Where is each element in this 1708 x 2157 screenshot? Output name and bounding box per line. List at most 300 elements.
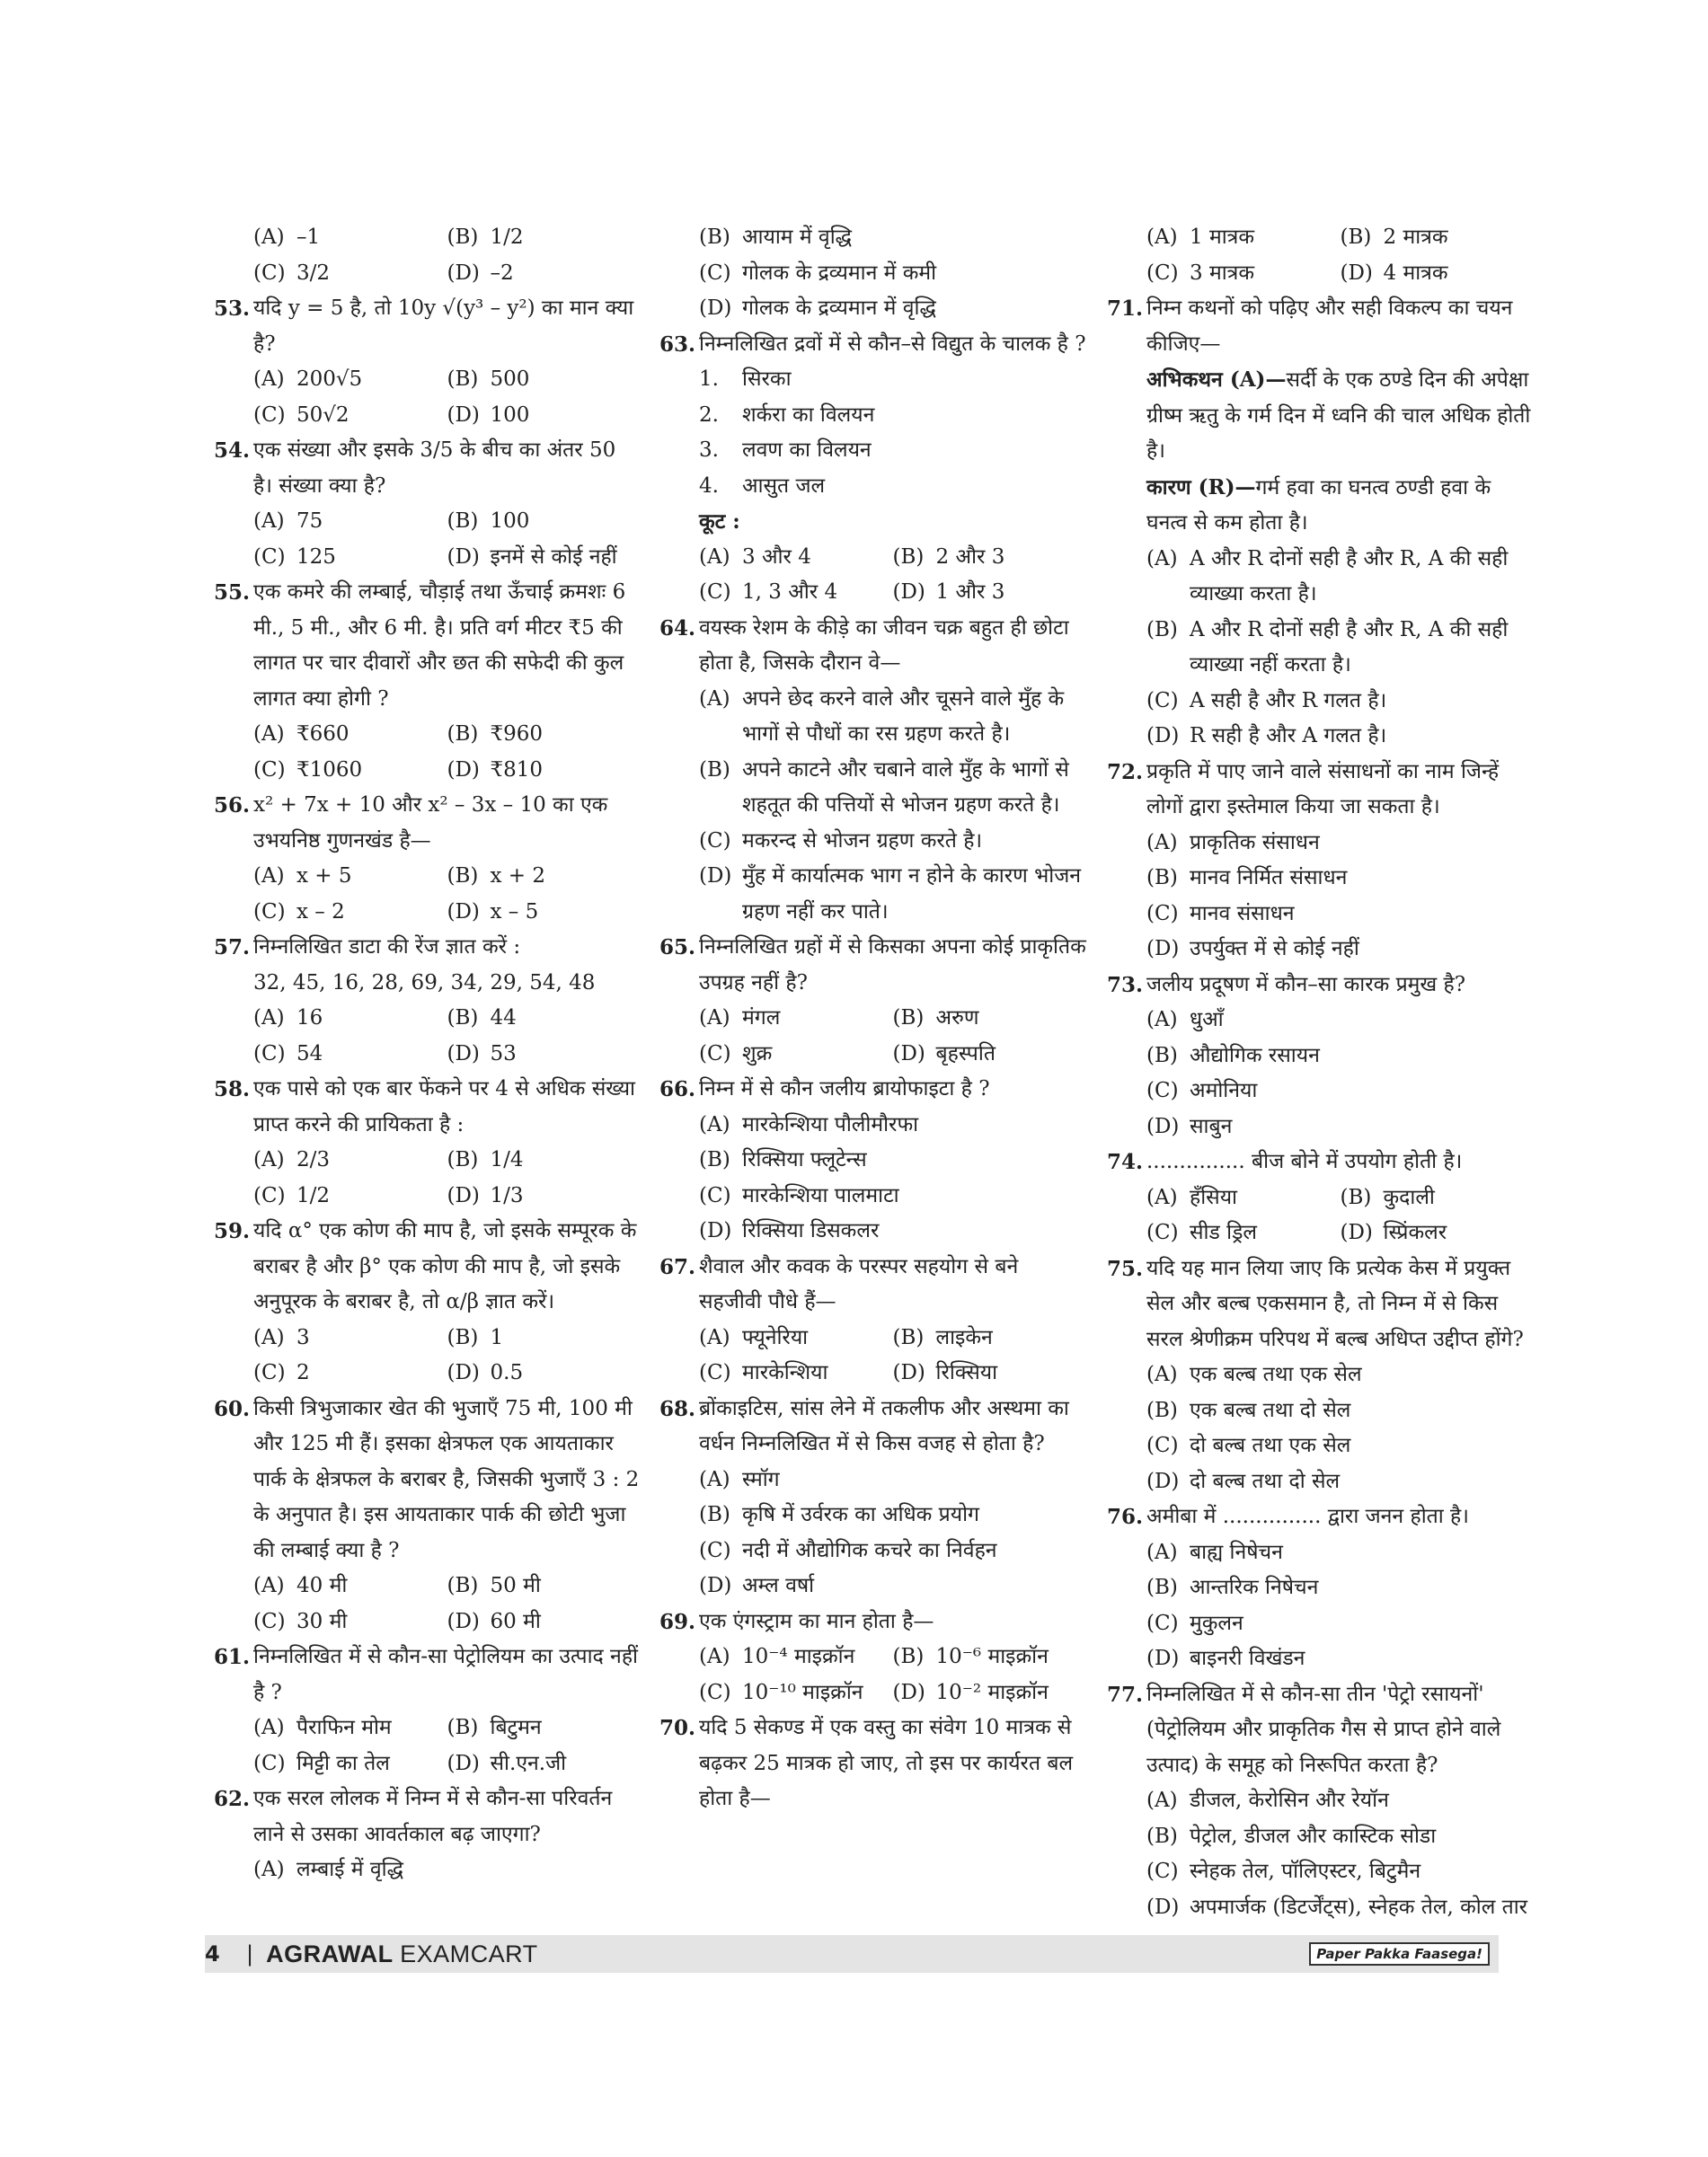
option-item	[447, 1037, 642, 1073]
option-list	[659, 1640, 1086, 1711]
option-label: (D)	[1146, 1895, 1180, 1919]
question	[659, 1072, 1086, 1108]
option-item	[893, 540, 1087, 576]
column-3	[1107, 220, 1534, 1925]
option-list	[214, 859, 641, 930]
question	[214, 1392, 641, 1569]
question-number: 61.	[214, 1645, 251, 1669]
option-item	[1146, 932, 1534, 968]
option-label: (A)	[699, 1112, 730, 1136]
option-list	[1107, 542, 1534, 755]
option-text: स्मॉग	[742, 1467, 780, 1491]
option-item	[447, 1604, 642, 1640]
question-text: निम्नलिखित में से कौन-सा तीन 'पेट्रो रसायनों' (पेट्रोलियम और प्राकृतिक गैस से प्राप्त होने वाले उत्पाद) के समूह को निरूपित करता है?	[1146, 1682, 1501, 1777]
option-text: आन्तरिक निषेचन	[1190, 1576, 1319, 1599]
option-item	[447, 398, 642, 434]
option-label: (D)	[1146, 724, 1180, 747]
option-label: (B)	[892, 544, 925, 569]
option-label: (D)	[447, 1183, 480, 1207]
option-item	[1146, 1783, 1534, 1819]
option-text: पैराफिन मोम	[296, 1716, 392, 1739]
option-text: शर्करा का विलयन	[742, 402, 875, 427]
option-label: (A)	[1146, 1789, 1178, 1812]
option-label: (D)	[447, 899, 480, 924]
page-footer	[205, 1935, 1499, 1973]
question-number: 65.	[659, 935, 696, 959]
option-label: (B)	[447, 1716, 479, 1739]
option-item	[1146, 1535, 1534, 1571]
question	[659, 611, 1086, 682]
option-text: मानव निर्मित संसाधन	[1190, 866, 1348, 889]
option-label: (D)	[447, 1041, 480, 1065]
data-line: 32, 45, 16, 28, 69, 34, 29, 54, 48	[253, 970, 596, 995]
option-text: बृहस्पति	[935, 1041, 996, 1065]
option-list	[1107, 1180, 1534, 1251]
option-text: गोलक के द्रव्यमान में वृद्धि	[742, 296, 936, 320]
option-item	[447, 1746, 642, 1782]
option-text: x + 2	[490, 864, 545, 888]
statement-text: गर्म हवा का घनत्व ठण्डी हवा के घनत्व से कम होता है।	[1146, 475, 1491, 535]
option-text: लाइकेन	[935, 1325, 993, 1349]
question-text: यदि 5 सेकण्ड में एक वस्तु का संवेग 10 मात्रक से बढ़कर 25 मात्रक हो जाए, तो इस पर कार्यरत बल होता है—	[699, 1716, 1074, 1810]
option-label: (B)	[1340, 225, 1372, 249]
option-text: हँसिया	[1190, 1185, 1238, 1209]
option-item	[699, 575, 893, 611]
option-label: (B)	[892, 1325, 925, 1349]
option-label: (A)	[699, 686, 730, 711]
option-item	[699, 682, 1086, 753]
option-list	[214, 504, 641, 575]
option-text: 44	[490, 1006, 517, 1030]
question-number: 70.	[659, 1716, 696, 1740]
option-label: (D)	[699, 1219, 732, 1242]
option-text: 60 मी	[490, 1609, 541, 1633]
option-text: 2/3	[296, 1148, 331, 1171]
option-text: मारकेन्शिया पौलीमौरफा	[742, 1112, 919, 1136]
option-item	[253, 504, 447, 540]
option-label: (C)	[699, 1361, 731, 1384]
option-label: (D)	[447, 402, 480, 427]
option-text: ₹1060	[296, 757, 363, 782]
question-text: निम्नलिखित में से कौन-सा पेट्रोलियम का उत्पाद नहीं है ?	[253, 1645, 638, 1704]
question	[214, 575, 641, 717]
option-item	[447, 895, 642, 931]
question-number: 72.	[1107, 759, 1144, 784]
option-item	[699, 1463, 1086, 1498]
option-label: (B)	[699, 225, 730, 249]
option-text: 1/2	[490, 225, 524, 249]
option-text: A और R दोनों सही है और R, A की सही व्याख्या नहीं करता है।	[1190, 617, 1509, 676]
option-item	[1341, 220, 1535, 256]
option-item	[1146, 1039, 1534, 1074]
option-text: 30 मी	[296, 1609, 348, 1633]
option-item	[1146, 1003, 1534, 1039]
question	[1107, 1499, 1534, 1535]
option-item	[447, 1321, 642, 1357]
option-label: 1.	[699, 367, 719, 391]
option-label: (D)	[1146, 1647, 1180, 1670]
option-text: लवण का विलयन	[742, 438, 872, 462]
option-item	[699, 1321, 893, 1357]
option-item	[253, 717, 447, 753]
question	[659, 1711, 1086, 1817]
option-item	[253, 1179, 447, 1215]
option-text: 200√5	[296, 367, 363, 391]
option-label: (D)	[892, 1680, 925, 1704]
option-item	[893, 1321, 1087, 1357]
option-label: (A)	[1146, 546, 1178, 570]
option-label: (A)	[1146, 1185, 1178, 1209]
question	[214, 1781, 641, 1852]
option-item	[447, 220, 642, 256]
option-item	[1341, 1180, 1535, 1216]
question	[659, 327, 1086, 363]
option-item	[1146, 1393, 1534, 1429]
option-text: 3	[296, 1325, 310, 1349]
question	[659, 1250, 1086, 1321]
option-label: 4.	[699, 473, 719, 498]
option-item	[699, 433, 1086, 469]
option-text: 3 और 4	[742, 544, 811, 569]
option-item	[699, 1498, 1086, 1534]
option-item	[253, 895, 447, 931]
question-number: 64.	[659, 615, 696, 641]
option-text: सी.एन.जी	[490, 1751, 567, 1775]
option-label: (B)	[447, 1006, 479, 1030]
option-item	[893, 1037, 1087, 1073]
option-text: 1 और 3	[935, 580, 1005, 604]
option-text: x – 2	[296, 899, 345, 924]
option-text: डीजल, केरोसिन और रेयॉन	[1190, 1789, 1389, 1812]
option-item	[253, 398, 447, 434]
option-text: मकरन्द से भोजन ग्रहण करते है।	[742, 828, 983, 853]
option-label: (C)	[699, 580, 731, 604]
option-text: दो बल्ब तथा एक सेल	[1190, 1434, 1351, 1457]
question-text: एक पासे को एक बार फेंकने पर 4 से अधिक संख्या प्राप्त करने की प्रायिकता है :	[253, 1077, 636, 1136]
option-text: लम्बाई में वृद्धि	[296, 1858, 403, 1881]
brand-name-part2: EXAMCART	[400, 1940, 538, 1967]
statement-label: अभिकथन (A)—	[1146, 367, 1287, 392]
option-label: (C)	[253, 1609, 286, 1633]
option-text: आयाम में वृद्धि	[742, 225, 853, 249]
option-text: ₹960	[490, 722, 544, 746]
question	[214, 930, 641, 966]
question-number: 74.	[1107, 1150, 1144, 1174]
option-item	[699, 1108, 1086, 1144]
option-item	[699, 362, 1086, 398]
option-label: (A)	[253, 1006, 285, 1030]
option-text: 0.5	[490, 1361, 524, 1384]
option-text: साबुन	[1190, 1114, 1233, 1138]
page-number: 4	[205, 1941, 220, 1967]
question-text: निम्न में से कौन जलीय ब्रायोफाइटा है ?	[699, 1077, 990, 1101]
option-label: (C)	[699, 1680, 731, 1704]
option-list	[1107, 1003, 1534, 1145]
option-item	[699, 1534, 1086, 1569]
option-text: अपने छेद करने वाले और चूसने वाले मुँह के भागों से पौधों का रस ग्रहण करते है।	[742, 686, 1065, 746]
option-item	[1146, 1180, 1341, 1216]
option-label: (A)	[699, 544, 730, 569]
option-item	[699, 398, 1086, 434]
option-list	[1107, 1535, 1534, 1677]
option-item	[699, 1001, 893, 1037]
option-label: (D)	[447, 544, 480, 569]
option-label: (A)	[1146, 225, 1178, 249]
option-label: (C)	[253, 544, 286, 569]
question-text: वयस्क रेशम के कीड़े का जीवन चक्र बहुत ही छोटा होता है, जिसके दौरान वे—	[699, 615, 1069, 675]
option-list	[214, 1143, 641, 1214]
option-text: दो बल्ब तथा दो सेल	[1190, 1469, 1341, 1493]
option-list	[659, 1001, 1086, 1072]
question	[1107, 755, 1534, 826]
option-item	[1146, 826, 1534, 862]
option-item	[253, 1711, 447, 1746]
option-text: एक बल्ब तथा दो सेल	[1190, 1398, 1351, 1422]
question-number: 60.	[214, 1396, 251, 1421]
option-label: (A)	[253, 1574, 285, 1597]
option-text: 1	[490, 1325, 504, 1349]
option-item	[253, 859, 447, 895]
option-text: बाइनरी विखंडन	[1190, 1647, 1305, 1670]
code-heading: कूट :	[699, 509, 740, 534]
option-label: (B)	[447, 864, 479, 888]
option-label: (D)	[447, 1751, 480, 1775]
question-text: ............... बीज बोने में उपयोग होती है।	[1146, 1150, 1463, 1173]
option-list	[214, 1001, 641, 1072]
option-item	[893, 1640, 1087, 1675]
option-text: 50√2	[296, 402, 350, 427]
option-item	[447, 1143, 642, 1179]
option-item	[699, 1143, 1086, 1179]
option-text: रिक्सिया	[935, 1361, 998, 1384]
question-number: 63.	[659, 332, 696, 357]
option-text: 1 मात्रक	[1190, 225, 1255, 249]
option-list	[659, 1108, 1086, 1250]
option-item	[699, 1356, 893, 1392]
option-label: (C)	[1146, 1079, 1179, 1102]
option-text: गोलक के द्रव्यमान में कमी	[742, 261, 937, 285]
option-label: (A)	[253, 1325, 285, 1349]
option-item	[253, 1321, 447, 1357]
option-item	[1146, 220, 1341, 256]
option-item	[253, 753, 447, 789]
option-text: मिट्टी का तेल	[296, 1751, 390, 1775]
option-label: (B)	[1340, 1185, 1372, 1209]
option-label: (B)	[699, 1148, 730, 1171]
option-item	[447, 1711, 642, 1746]
option-label: (A)	[1146, 830, 1178, 854]
option-item	[1146, 613, 1534, 684]
option-text: 3 मात्रक	[1190, 261, 1255, 285]
option-label: (C)	[1146, 1221, 1179, 1244]
option-list	[214, 1852, 641, 1888]
option-label: (C)	[699, 828, 731, 853]
question-number: 77.	[1107, 1682, 1144, 1707]
option-label: (D)	[892, 1361, 925, 1384]
option-list	[214, 362, 641, 433]
option-label: (D)	[447, 1609, 480, 1633]
option-item	[447, 504, 642, 540]
option-label: (A)	[1146, 1008, 1178, 1031]
question	[659, 930, 1086, 1001]
option-text: रिक्सिया डिसकलर	[742, 1219, 880, 1242]
option-item	[699, 469, 1086, 505]
option-list	[659, 362, 1086, 504]
option-text: 1, 3 और 4	[742, 580, 838, 604]
question-number: 73.	[1107, 972, 1144, 997]
option-item	[699, 1640, 893, 1675]
option-item	[1146, 542, 1534, 613]
option-item	[699, 824, 1086, 860]
option-label: (D)	[699, 1574, 732, 1597]
option-label: (B)	[1146, 1398, 1178, 1422]
option-item	[253, 1356, 447, 1392]
option-item	[893, 575, 1087, 611]
question	[214, 291, 641, 362]
column-1	[214, 220, 641, 1888]
option-text: A सही है और R गलत है।	[1190, 688, 1387, 712]
option-text: 2	[296, 1361, 310, 1384]
question-number: 71.	[1107, 296, 1144, 321]
option-label: (C)	[699, 1183, 731, 1207]
option-text: 4 मात्रक	[1383, 261, 1448, 285]
question-text: यदि y = 5 है, तो 10y √(y³ – y²) का मान क्या है?	[253, 296, 634, 356]
option-text: 40 मी	[296, 1574, 348, 1597]
option-item	[447, 1569, 642, 1604]
option-list	[659, 1321, 1086, 1392]
option-item	[447, 362, 642, 398]
option-item	[253, 1143, 447, 1179]
option-item	[1146, 1819, 1534, 1855]
option-text: मारकेन्शिया पालमाटा	[742, 1183, 899, 1207]
option-label: (C)	[1146, 1434, 1179, 1457]
option-text: 75	[296, 509, 323, 533]
option-label: (B)	[699, 1503, 730, 1526]
option-item	[253, 1001, 447, 1037]
option-list	[1107, 1357, 1534, 1499]
option-text: ₹660	[296, 722, 350, 746]
option-item	[447, 1179, 642, 1215]
option-text: 54	[296, 1041, 323, 1065]
option-text: एक बल्ब तथा एक सेल	[1190, 1363, 1362, 1386]
option-text: 100	[490, 509, 530, 533]
option-label: (C)	[1146, 261, 1179, 285]
option-item	[447, 717, 642, 753]
option-text: x + 5	[296, 864, 352, 888]
question-text: निम्नलिखित डाटा की रेंज ज्ञात करें :	[253, 935, 521, 959]
option-text: धुआँ	[1190, 1008, 1224, 1031]
option-item	[1146, 1109, 1534, 1145]
option-item	[699, 1037, 893, 1073]
option-list	[659, 220, 1086, 327]
question-text: निम्नलिखित ग्रहों में से किसका अपना कोई प्राकृतिक उपग्रह नहीं है?	[699, 935, 1086, 995]
option-item	[699, 859, 1086, 930]
option-label: (C)	[253, 402, 286, 427]
question	[214, 1214, 641, 1321]
option-item	[699, 256, 1086, 292]
option-label: (A)	[699, 1645, 730, 1668]
question-number: 56.	[214, 793, 251, 818]
option-label: (A)	[253, 509, 285, 533]
option-label: (C)	[253, 1183, 286, 1207]
option-item	[1146, 1606, 1534, 1642]
option-label: (C)	[253, 261, 286, 285]
option-text: 1/4	[490, 1148, 524, 1171]
option-label: (A)	[253, 367, 285, 391]
question	[1107, 1677, 1534, 1784]
question-text: जलीय प्रदूषण में कौन–सा कारक प्रमुख है?	[1146, 972, 1466, 996]
option-label: (A)	[699, 1325, 730, 1349]
option-label: (D)	[699, 296, 732, 320]
option-text: आसुत जल	[742, 473, 826, 498]
question	[659, 1392, 1086, 1463]
option-item	[253, 256, 447, 292]
question-number: 68.	[659, 1396, 696, 1421]
option-item	[1146, 861, 1534, 897]
option-text: कृषि में उर्वरक का अधिक प्रयोग	[742, 1503, 979, 1526]
question-number: 67.	[659, 1254, 696, 1279]
question-text: निम्न कथनों को पढ़िए और सही विकल्प का चयन कीजिए—	[1146, 296, 1513, 356]
option-item	[1146, 684, 1534, 720]
option-label: (C)	[1146, 688, 1179, 712]
option-text: कुदाली	[1383, 1185, 1435, 1209]
option-item	[447, 753, 642, 789]
option-text: अपमार्जक (डिटर्जेंट्स), स्नेहक तेल, कोल तार	[1190, 1895, 1528, 1919]
option-label: (C)	[253, 757, 286, 782]
question-text: एक कमरे की लम्बाई, चौड़ाई तथा ऊँचाई क्रमशः 6 मी., 5 मी., और 6 मी. है। प्रति वर्ग मीटर ₹5 की लागत पर चार दीवारों और छत की सफेदी की कुल लागत क्या होगी ?	[253, 580, 626, 711]
option-text: 10⁻² माइक्रॉन	[935, 1680, 1049, 1704]
option-item	[893, 1001, 1087, 1037]
option-label: (C)	[1146, 1611, 1179, 1635]
statement	[1107, 362, 1534, 470]
option-list	[214, 717, 641, 788]
option-text: 100	[490, 402, 530, 427]
option-label: (B)	[447, 509, 479, 533]
question-number: 54.	[214, 438, 251, 463]
question-text: एक संख्या और इसके 3/5 के बीच का अंतर 50 है। संख्या क्या है?	[253, 438, 616, 498]
question-text: किसी त्रिभुजाकार खेत की भुजाएँ 75 मी, 100 मी और 125 मी हैं। इसका क्षेत्रफल एक आयताकार पार्क के क्षेत्रफल के बराबर है, जिसकी भुजाएँ 3 : 2 के अनुपात है। इस आयताकार पार्क की छोटी भुजा की लम्बाई क्या है ?	[253, 1396, 640, 1562]
column-2	[659, 220, 1086, 1817]
option-label: (A)	[1146, 1540, 1178, 1564]
option-label: (A)	[699, 1006, 730, 1030]
option-text: 125	[296, 544, 336, 569]
question-number: 75.	[1107, 1256, 1144, 1281]
option-text: ₹810	[490, 757, 544, 782]
option-item	[1146, 897, 1534, 933]
option-label: (D)	[699, 864, 732, 888]
question-text: प्रकृति में पाए जाने वाले संसाधनों का नाम जिन्हें लोगों द्वारा इस्तेमाल किया जा सकता है।	[1146, 759, 1500, 818]
option-label: (C)	[253, 1751, 286, 1775]
question	[214, 433, 641, 504]
option-item	[1146, 1890, 1534, 1926]
option-label: (C)	[699, 1041, 731, 1065]
option-item	[1146, 1216, 1341, 1251]
option-text: A और R दोनों सही है और R, A की सही व्याख्या करता है।	[1190, 546, 1509, 606]
option-label: (D)	[1146, 1469, 1180, 1493]
option-item	[699, 220, 1086, 256]
question-text: ब्रोंकाइटिस, सांस लेने में तकलीफ और अस्थमा का वर्धन निम्नलिखित में से किस वजह से होता है?	[699, 1396, 1069, 1455]
question-text: एक सरल लोलक में निम्न में से कौन-सा परिवर्तन लाने से उसका आवर्तकाल बढ़ जाएगा?	[253, 1787, 613, 1846]
option-text: पेट्रोल, डीजल और कास्टिक सोडा	[1190, 1824, 1437, 1848]
option-label: (C)	[253, 899, 286, 924]
option-item	[699, 1179, 1086, 1215]
option-item	[447, 540, 642, 576]
option-text: मुँह में कार्यात्मक भाग न होने के कारण भोजन ग्रहण नहीं कर पाते।	[742, 864, 1082, 924]
question-text: x² + 7x + 10 और x² – 3x – 10 का एक उभयनिष्ठ गुणनखंड है—	[253, 793, 608, 853]
question-number: 57.	[214, 935, 251, 959]
option-item	[1146, 1428, 1534, 1464]
option-item	[447, 256, 642, 292]
